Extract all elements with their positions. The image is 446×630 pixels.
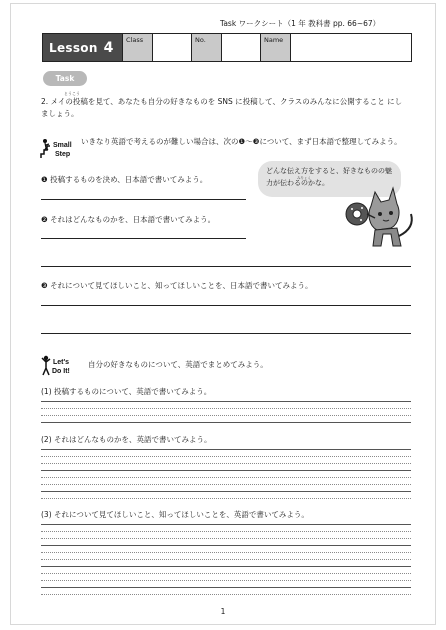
writing-guide-line (41, 498, 411, 499)
lets-do-it-label-1: Let's (53, 359, 70, 366)
small-step-icon (40, 136, 74, 160)
question-2: 2. メイの投稿を見て、あなたも自分の好きなものを SNS に投稿して、クラスのみんなに公開すること にしましょう。 (41, 97, 403, 118)
name-label: Name (260, 34, 290, 61)
writing-line[interactable] (41, 449, 411, 450)
number-field[interactable] (221, 34, 260, 61)
answer-line[interactable] (41, 199, 246, 200)
writing-line[interactable] (41, 401, 411, 402)
header-table (42, 33, 412, 62)
japanese-item-1: ❶ 投稿するものを決め、日本語で書いてみよう。 (41, 175, 208, 184)
japanese-item-3: ❸ それについて見てほしいこと、知ってほしいことを、日本語で書いてみよう。 (41, 281, 313, 290)
writing-guide-line (41, 594, 411, 595)
class-label: Class (122, 34, 152, 61)
task-badge: Task (43, 71, 87, 86)
writing-guide-line (41, 456, 411, 457)
lets-do-it-label-2: Do It! (52, 368, 70, 375)
writing-line[interactable] (41, 566, 411, 567)
small-step-label-1: Small (53, 142, 72, 149)
writing-guide-line (41, 408, 411, 409)
japanese-item-2: ❷ それはどんなものかを、日本語で書いてみよう。 (41, 215, 216, 224)
cat-holding-donut-icon (331, 184, 419, 250)
english-item-2: (2) それはどんなものかを、英語で書いてみよう。 (41, 435, 212, 444)
answer-line[interactable] (41, 305, 411, 306)
lesson-label: Lesson (49, 40, 98, 55)
answer-line[interactable] (41, 238, 246, 239)
answer-line[interactable] (41, 333, 411, 334)
english-item-3: (3) それについて見てほしいこと、知ってほしいことを、英語で書いてみよう。 (41, 510, 309, 519)
writing-guide-line (41, 477, 411, 478)
english-item-1: (1) 投稿するものについて、英語で書いてみよう。 (41, 387, 212, 396)
writing-guide-line (41, 552, 411, 553)
lesson-badge (43, 34, 122, 61)
small-step-label-2: Step (55, 151, 71, 158)
page-number: 1 (220, 607, 226, 616)
lets-do-it-icon (41, 354, 81, 378)
number-label: No. (191, 34, 221, 61)
writing-line[interactable] (41, 587, 411, 588)
writing-line[interactable] (41, 470, 411, 471)
writing-guide-line (41, 484, 411, 485)
ruby-miryoku: みりょく (297, 176, 311, 180)
writing-guide-line (41, 559, 411, 560)
writing-line[interactable] (41, 545, 411, 546)
small-step-instructions: いきなり英語で考えるのが難しい場合は、次の❶～❸について、まず日本語で整理してみよう。 (81, 137, 402, 146)
stairs-runner-icon (40, 136, 74, 160)
jumping-person-icon (41, 354, 81, 378)
ruby-toukou: とうこう (64, 91, 80, 96)
lets-do-it-instructions: 自分の好きなものについて、英語でまとめてみよう。 (88, 360, 268, 369)
worksheet-page (11, 4, 435, 624)
name-field[interactable] (290, 34, 411, 61)
writing-guide-line (41, 531, 411, 532)
writing-line[interactable] (41, 524, 411, 525)
writing-guide-line (41, 463, 411, 464)
worksheet-title: Task ワークシート（1 年 教科書 pp. 66~67） (220, 19, 381, 28)
writing-line[interactable] (41, 422, 411, 423)
writing-guide-line (41, 580, 411, 581)
writing-guide-line (41, 573, 411, 574)
class-field[interactable] (152, 34, 191, 61)
writing-guide-line (41, 415, 411, 416)
writing-guide-line (41, 538, 411, 539)
speech-bubble: どんな伝え方をすると、好きなものの魅力が伝わるのかな。 (258, 161, 401, 197)
writing-line[interactable] (41, 491, 411, 492)
lesson-number: 4 (103, 39, 114, 56)
answer-line[interactable] (41, 266, 411, 267)
